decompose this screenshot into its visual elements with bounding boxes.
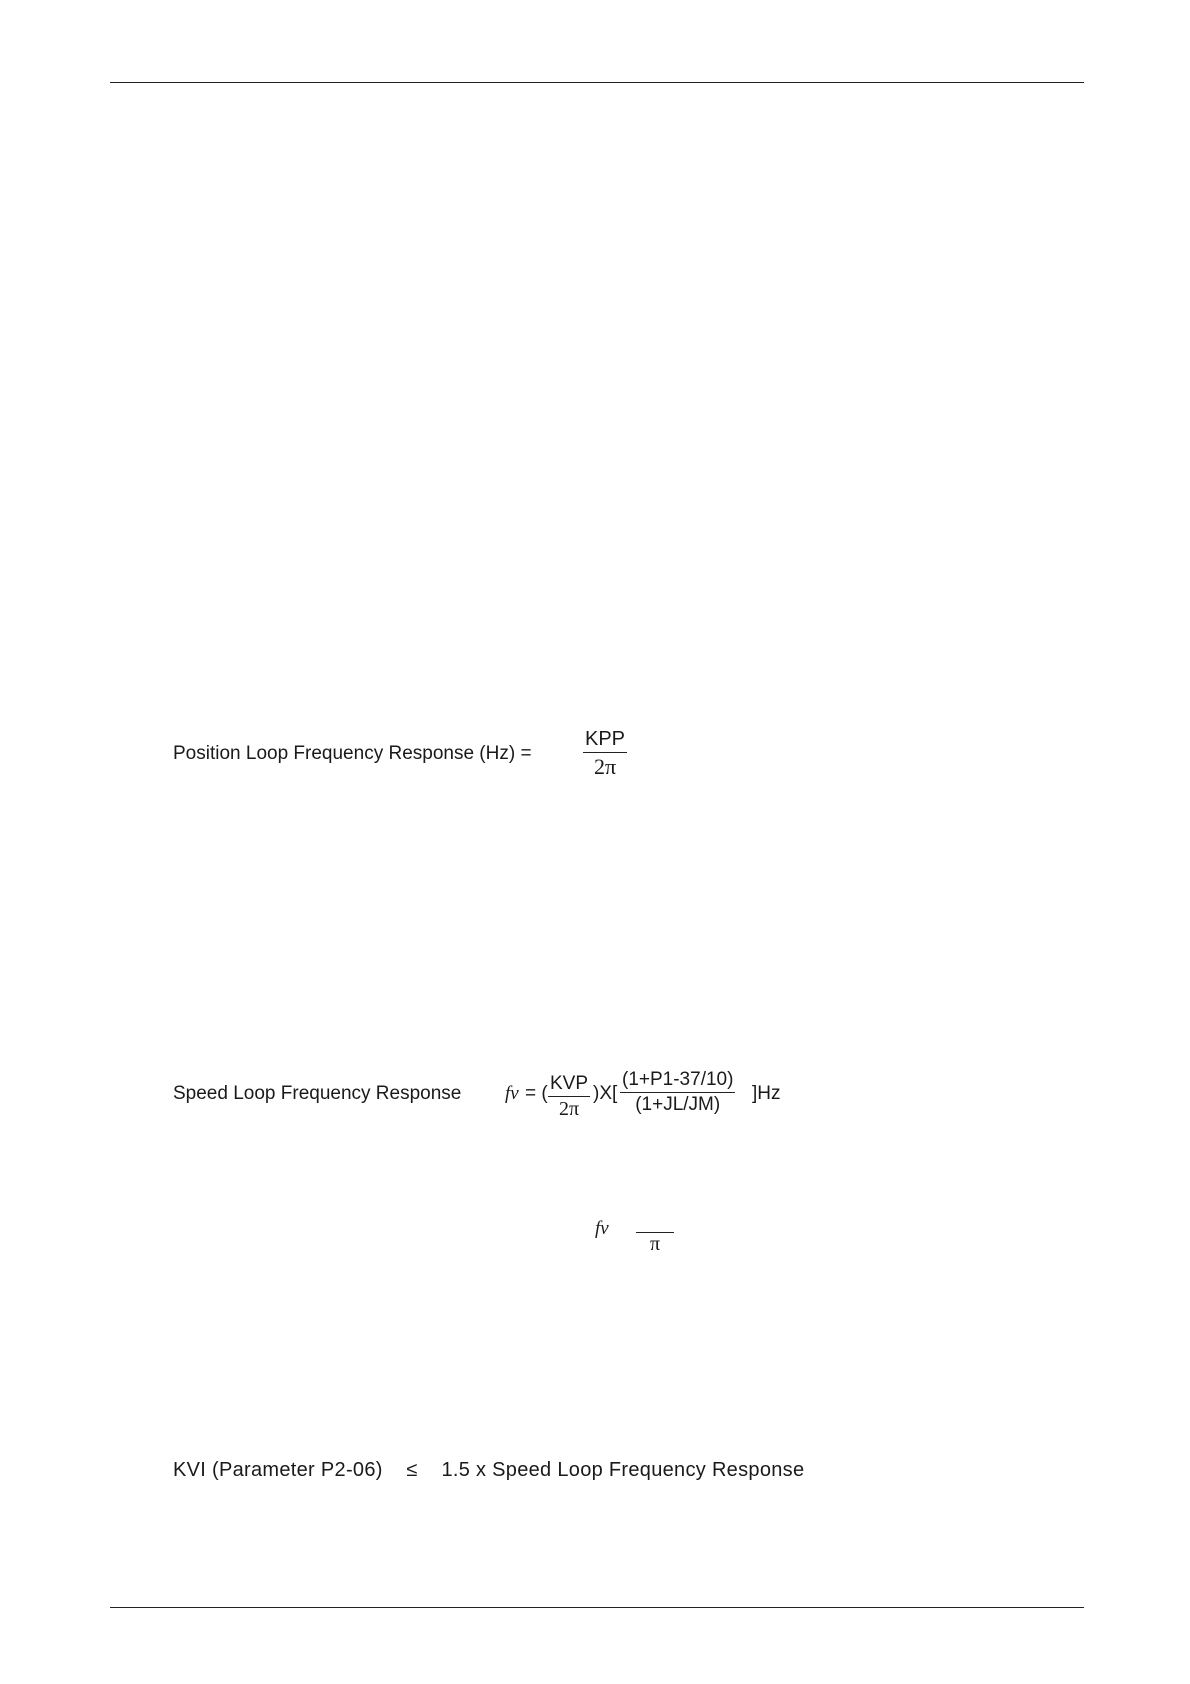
fraction-numerator: (1+P1-37/10) (622, 1069, 734, 1090)
footer-rule (110, 1607, 1084, 1608)
fraction-bar (548, 1096, 590, 1097)
header-rule (110, 82, 1084, 83)
fv-symbol: fν (595, 1218, 609, 1239)
less-equal-operator: ≤ (406, 1459, 418, 1481)
fraction-numerator: KPP (585, 728, 626, 750)
speed-loop-label: Speed Loop Frequency Response (173, 1083, 462, 1104)
fv-symbol: fv (505, 1083, 519, 1104)
kvi-inequality (173, 1459, 804, 1482)
fraction-bar (620, 1092, 735, 1093)
kvp-over-2pi-fraction (548, 1073, 590, 1121)
fraction-bar (583, 752, 627, 753)
close-bracket-hz: ]Hz (752, 1083, 781, 1104)
fraction-denominator: 2π (558, 1098, 580, 1120)
position-loop-label: Position Loop Frequency Response (Hz) = (173, 743, 532, 764)
fraction-denominator: (1+JL/JM) (635, 1094, 721, 1115)
kpp-over-2pi-fraction (583, 728, 627, 780)
inertia-ratio-fraction (620, 1069, 735, 1116)
kvi-lhs: KVI (Parameter P2-06) (173, 1459, 383, 1481)
fraction-numerator: KVP (550, 1073, 589, 1094)
pi-denominator: π (650, 1233, 661, 1255)
equals-open-paren: = ( (525, 1083, 548, 1104)
fraction-denominator: 2π (593, 754, 617, 779)
close-paren-multiply: )X[ (593, 1083, 618, 1104)
kvi-rhs: 1.5 x Speed Loop Frequency Response (441, 1459, 805, 1481)
